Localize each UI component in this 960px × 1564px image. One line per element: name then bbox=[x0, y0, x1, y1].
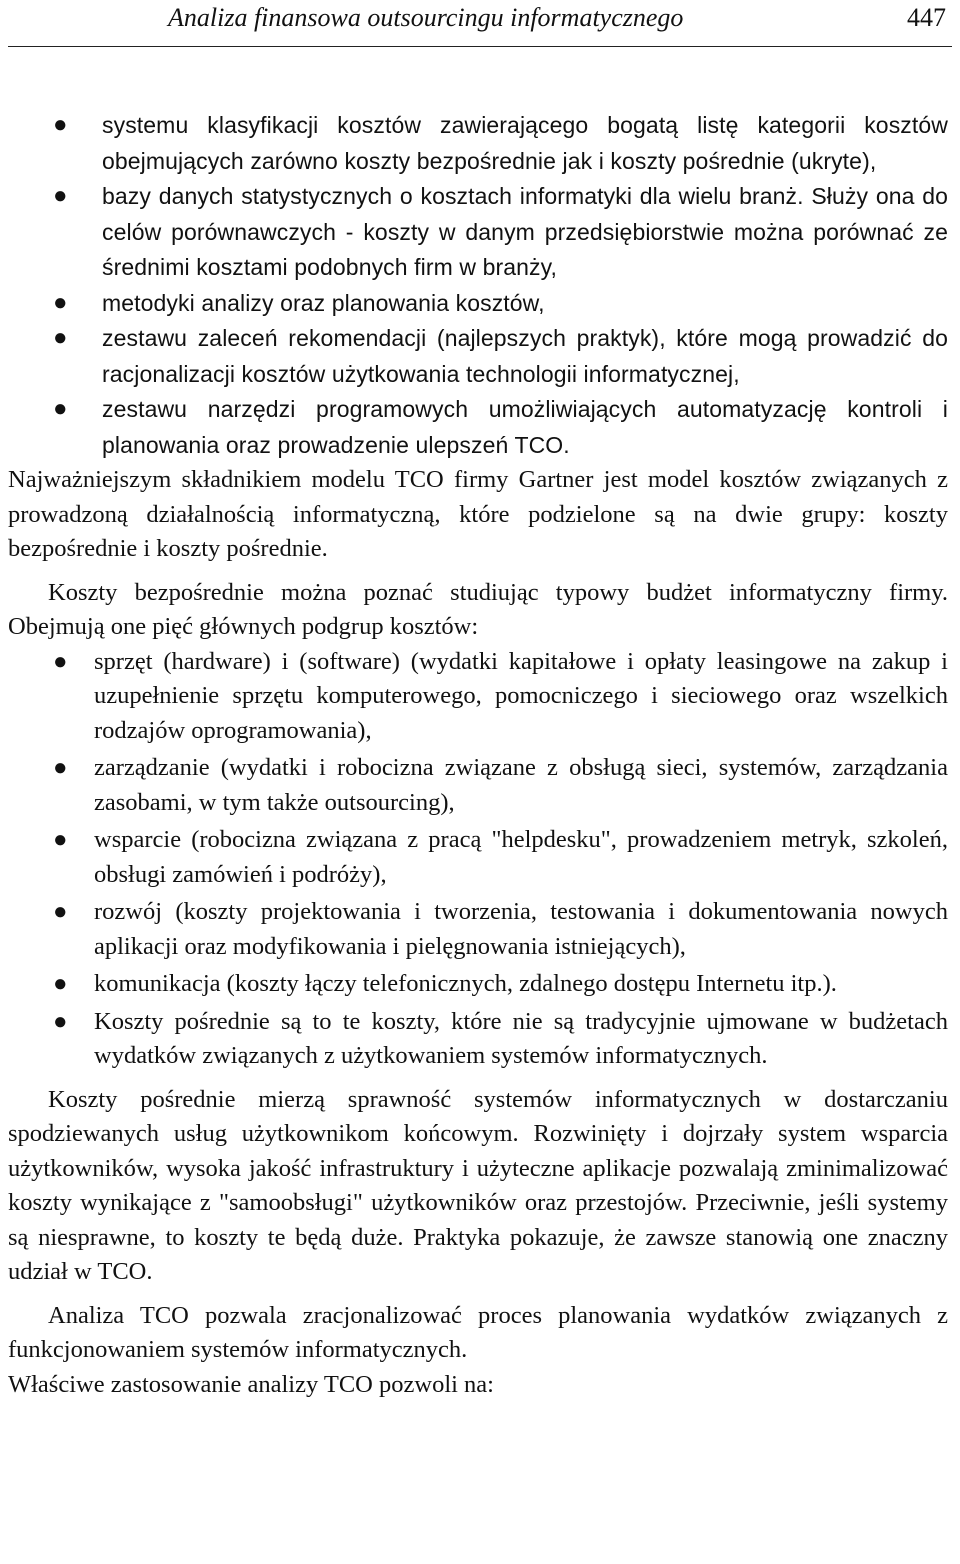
bullet-icon: ● bbox=[53, 755, 68, 781]
list-item-text: Koszty pośrednie są to te koszty, które nie są tradycyjnie ujmowane w budżetach wydatków związanych z użytkowaniem systemów informatycznych. bbox=[94, 1007, 948, 1069]
list-item-text: metodyki analizy oraz planowania kosztów, bbox=[102, 289, 545, 316]
bullet-icon: ● bbox=[53, 325, 68, 351]
list-item bbox=[8, 286, 948, 322]
list-item bbox=[8, 179, 948, 286]
list-item-text: rozwój (koszty projektowania i tworzenia, testowania i dokumentowania nowych aplikacji oraz modyfikowania i pielęgnowania istniejących), bbox=[94, 898, 948, 960]
list-item-text: systemu klasyfikacji kosztów zawierającego bogatą listę kategorii kosztów obejmujących zarówno koszty bezpośrednie jak i koszty pośrednie (ukryte), bbox=[102, 112, 948, 174]
list-item bbox=[8, 967, 948, 1002]
direct-costs-list bbox=[8, 645, 948, 1074]
bullet-icon: ● bbox=[53, 971, 68, 997]
list-item-text: zarządzanie (wydatki i robocizna związane z obsługą sieci, systemów, zarządzania zasobami, w tym także outsourcing), bbox=[94, 754, 948, 816]
list-item-text: zestawu narzędzi programowych umożliwiających automatyzację kontroli i planowania oraz prowadzenie ulepszeń TCO. bbox=[102, 396, 948, 458]
bullet-icon: ● bbox=[53, 396, 68, 422]
list-item bbox=[8, 1005, 948, 1074]
list-item bbox=[8, 392, 948, 463]
paragraph: Analiza TCO pozwala zracjonalizować proces planowania wydatków związanych z funkcjonowaniem systemów informatycznych. bbox=[8, 1301, 948, 1363]
list-item-text: sprzęt (hardware) i (software) (wydatki kapitałowe i opłaty leasingowe na zakup i uzupełnienie sprzętu komputerowego, pomocniczego i sieciowego oraz wszelkich rodzajów oprogramowania), bbox=[94, 647, 948, 744]
bullet-icon: ● bbox=[53, 183, 68, 209]
bullet-icon: ● bbox=[53, 648, 68, 675]
list-item bbox=[8, 645, 948, 749]
bullet-icon: ● bbox=[53, 899, 68, 925]
list-item-text: bazy danych statystycznych o kosztach informatyki dla wielu branż. Służy ona do celów porównawczych - koszty w danym przedsiębiorstwie można porównać ze średnimi kosztami podobnych firm w branży, bbox=[102, 183, 948, 280]
bullet-icon: ● bbox=[53, 112, 68, 138]
list-item-text: wsparcie (robocizna związana z pracą "helpdesku", prowadzeniem metryk, szkoleń, obsługi zamówień i podróży), bbox=[94, 826, 948, 888]
list-item bbox=[8, 108, 948, 179]
bullet-icon: ● bbox=[53, 827, 68, 853]
list-item-text: komunikacja (koszty łączy telefonicznych, zdalnego dostępu Internetu itp.). bbox=[94, 970, 837, 997]
paragraph: Koszty pośrednie mierzą sprawność systemów informatycznych w dostarczaniu spodziewanych usług użytkownikom końcowym. Rozwinięty i dojrzały system wsparcia użytkowników, wysoka jakość infrastruktury i użyteczne aplikacje pozwalają zminimalizować koszty wynikające z "samoobsługi" użytkowników oraz przestojów. Przeciwnie, jeśli systemy są niesprawne, to koszty te będą duże. Praktyka pokazuje, że zawsze stanowią one znaczny udział w TCO. bbox=[8, 1085, 948, 1285]
list-item-text: zestawu zaleceń rekomendacji (najlepszych praktyk), które mogą prowadzić do racjonalizacji kosztów użytkowania technologii informatycznej, bbox=[102, 325, 948, 387]
page-content bbox=[8, 108, 948, 1402]
list-item bbox=[8, 823, 948, 892]
page-number: 447 bbox=[907, 3, 946, 32]
page-header bbox=[8, 0, 952, 47]
list-item bbox=[8, 895, 948, 964]
paragraph: Właściwe zastosowanie analizy TCO pozwoli na: bbox=[8, 1370, 494, 1398]
list-item bbox=[8, 321, 948, 392]
running-title: Analiza finansowa outsourcingu informatycznego bbox=[168, 3, 684, 32]
bullet-icon: ● bbox=[53, 1008, 68, 1035]
tco-tools-list bbox=[8, 108, 948, 463]
bullet-icon: ● bbox=[53, 289, 68, 316]
paragraph: Najważniejszym składnikiem modelu TCO firmy Gartner jest model kosztów związanych z prowadzoną działalnością informatyczną, które podzielone są na dwie grupy: koszty bezpośrednie i koszty pośrednie. bbox=[8, 466, 948, 562]
list-item bbox=[8, 751, 948, 820]
paragraph: Koszty bezpośrednie można poznać studiując typowy budżet informatyczny firmy. Obejmują one pięć głównych podgrup kosztów: bbox=[8, 578, 948, 640]
